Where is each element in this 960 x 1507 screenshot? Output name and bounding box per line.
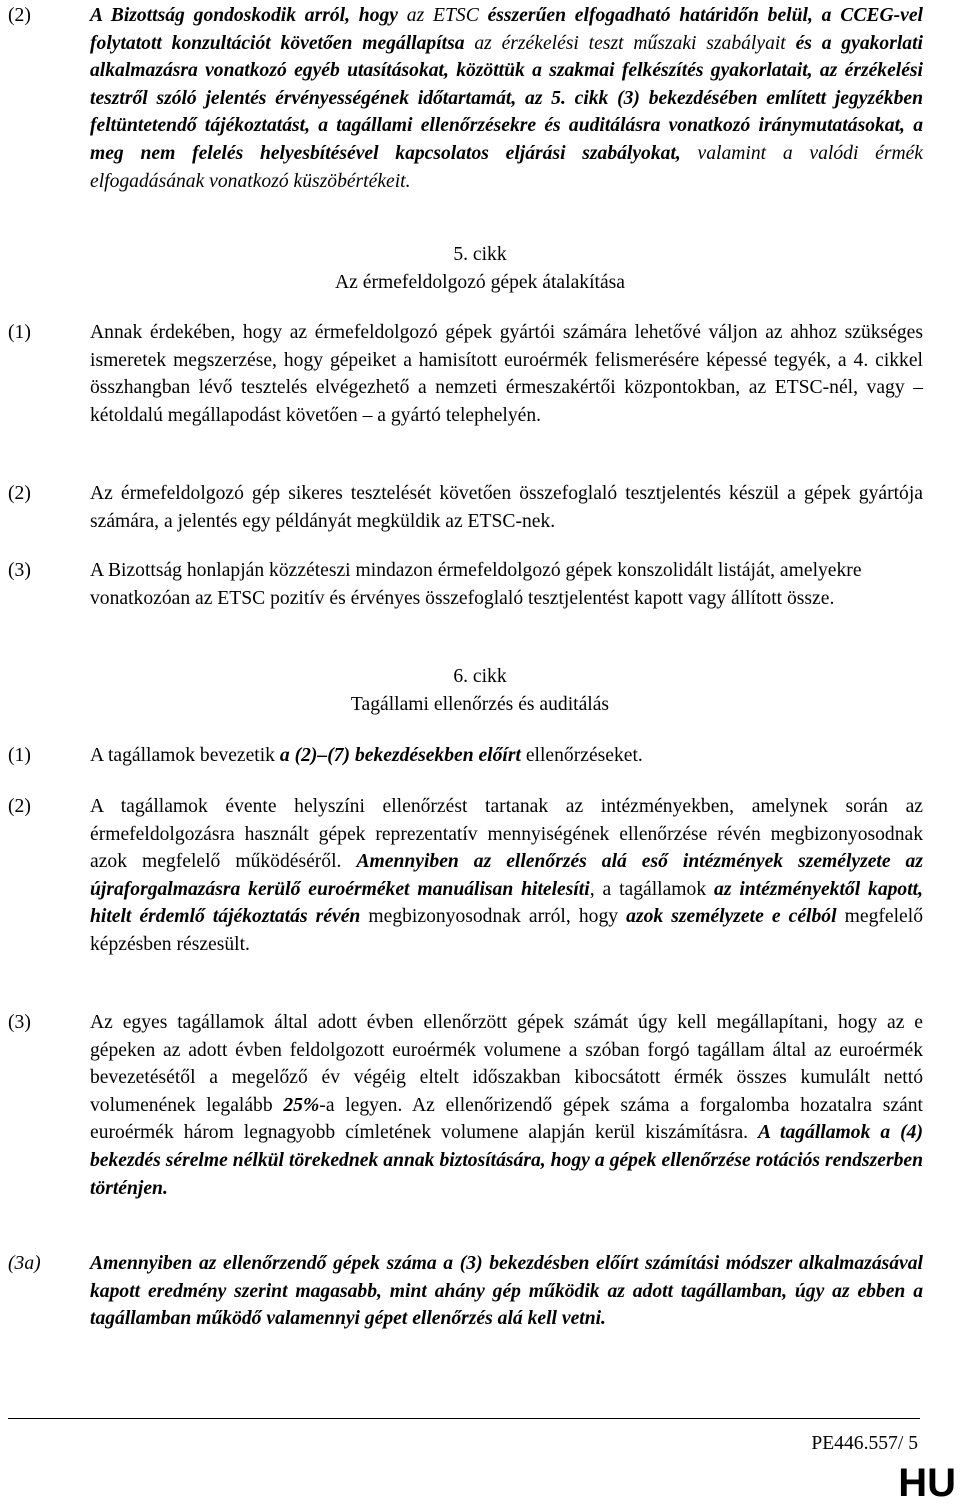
paragraph-art5-2 xyxy=(8,480,923,535)
paragraph-number: (1) xyxy=(8,322,31,343)
text-segment: Az érmefeldolgozó gép sikeres tesztelését követően összefoglaló tesztjelentés készül a gépek gyártója számára, a jelentés egy példányát megküldik az ETSC-nek. xyxy=(90,483,923,532)
paragraph-art5-3 xyxy=(8,557,923,612)
text-segment: A Bizottság honlapján közzéteszi mindazon érmefeldolgozó gépek konszolidált listáját, amelyekre vonatkozóan az ETSC pozitív és érvényes összefoglaló tesztjelentést kapott vagy állított össze. xyxy=(90,560,862,609)
text-segment: az érzékelési teszt műszaki szabályait xyxy=(474,32,796,54)
paragraph-number: (1) xyxy=(8,745,31,766)
text-segment: Amennyiben az ellenőrzés alá eső intézmények személyzete az újraforgalmazásra kerülő euroérméket manuálisan hitelesíti xyxy=(90,851,923,900)
article-title: Az érmefeldolgozó gépek átalakítása xyxy=(335,271,625,293)
text-segment: ellenőrzéseket. xyxy=(520,745,643,766)
text-segment: A tagállamok a (4) bekezdés sérelme nélkül törekednek annak biztosítására, hogy a gépek ellenőrzése rotációs rendszerben történjen. xyxy=(90,1122,923,1199)
text-segment: az ETSC xyxy=(406,5,488,26)
text-segment: az intézményektől kapott, hitelt érdemlő tájékoztatás révén xyxy=(90,878,924,928)
paragraph-text xyxy=(90,1009,923,1202)
paragraph-art6-1 xyxy=(8,742,923,770)
paragraph-text xyxy=(90,557,923,612)
text-segment: A tagállamok évente helyszíni ellenőrzést tartanak az intézményekben, amelynek során az érmefeldolgozásra használt gépek reprezentatív mennyiségének ellenőrzése révén megbizonyosodnak azok megfelelő működéséről. xyxy=(90,796,923,873)
text-segment: valamint a valódi érmék elfogadásának vonatkozó küszöbértékeit. xyxy=(90,142,923,192)
paragraph-number: (3) xyxy=(8,1012,31,1033)
paragraph-text xyxy=(90,793,923,959)
language-code: HU xyxy=(898,1461,956,1505)
article-title: Tagállami ellenőrzés és auditálás xyxy=(350,693,610,715)
paragraph-art6-3a xyxy=(8,1250,923,1333)
text-segment: a (2)–(7) bekezdésekben előírt xyxy=(279,745,521,766)
text-segment: megfelelő képzésben részesült. xyxy=(90,906,923,955)
article-heading-6 xyxy=(0,663,960,718)
text-segment: Az egyes tagállamok által adott évben ellenőrzött gépek számát úgy kell megállapítani, hogy az e gépeken az adott évben feldolgozott euroérmék volumene a szóban forgó tagállam által az euroérmék bevezetésétől a megelőző év végéig eltelt időszakban kibocsátott érmék összes kumulált nettó volumenének legalább xyxy=(90,1012,923,1116)
paragraph-number: (2) xyxy=(8,483,31,504)
paragraph-number: (2) xyxy=(8,5,31,26)
text-segment: , a tagállamok xyxy=(589,878,715,900)
paragraph-text xyxy=(90,1250,923,1333)
paragraph-number: (2) xyxy=(8,796,31,817)
text-segment: Amennyiben az ellenőrzendő gépek száma a (3) bekezdésben előírt számítási módszer alkalmazásával kapott eredmény szerint magasabb, mint ahány gép működik az adott tagállamban, úgy az ebben a tagállamban működő valamennyi gépet ellenőrzés alá kell vetni. xyxy=(90,1253,923,1330)
footer-divider xyxy=(8,1418,920,1419)
paragraph-text xyxy=(90,742,923,770)
page-reference: PE446.557/ 5 xyxy=(811,1433,918,1454)
text-segment: -a legyen. Az ellenőrizendő gépek száma a forgalomba hozatalra szánt euroérmék három legnagyobb címletének volumene alapján kerül kiszámításra. xyxy=(90,1094,923,1144)
paragraph-text xyxy=(90,319,923,429)
text-segment: 25% xyxy=(283,1094,320,1116)
article-number: 6. cikk xyxy=(453,666,507,687)
paragraph-text xyxy=(90,480,923,535)
text-segment: A tagállamok bevezetik xyxy=(90,745,280,766)
paragraph-text xyxy=(90,2,923,195)
paragraph-art6-2 xyxy=(8,793,923,959)
paragraph-number: (3a) xyxy=(8,1253,41,1274)
text-segment: és a gyakorlati alkalmazásra vonatkozó egyéb utasításokat, közöttük a szakmai felkészítés gyakorlatait, az érzékelési tesztről szóló jelentés érvényességének időtartamát, az 5. cikk (3) bekezdésében említett jegyzékben feltüntetendő tájékoztatást, a tagállami ellenőrzésekre és auditálásra vonatkozó iránymutatásokat, a meg nem felelés helyesbítésével kapcsolatos eljárási szabályokat, xyxy=(90,32,923,164)
text-segment: ésszerűen elfogadható határidőn belül, a CCEG-vel folytatott konzultációt követően megállapítsa xyxy=(90,5,923,54)
article-number: 5. cikk xyxy=(453,244,507,265)
text-segment: azok személyzete e célból xyxy=(626,906,837,928)
paragraph-art6-3 xyxy=(8,1009,923,1202)
paragraph-number: (3) xyxy=(8,560,31,581)
text-segment: Annak érdekében, hogy az érmefeldolgozó gépek gyártói számára lehetővé váljon az ahhoz szükséges ismeretek megszerzése, hogy gépeiket a hamisított euroérmék felismerésére képessé tegyék, a 4. cikkel összhangban lévő tesztelés elvégezhető a nemzeti érmeszakértői központokban, az ETSC-nél, vagy – kétoldalú megállapodást követően – a gyártó telephelyén. xyxy=(90,322,923,426)
article-heading-5 xyxy=(0,241,960,296)
text-segment: megbizonyosodnak arról, hogy xyxy=(360,906,627,928)
text-segment: A Bizottság gondoskodik arról, hogy xyxy=(90,5,407,26)
paragraph-art5-1 xyxy=(8,319,923,429)
paragraph-art4-2 xyxy=(8,2,923,195)
